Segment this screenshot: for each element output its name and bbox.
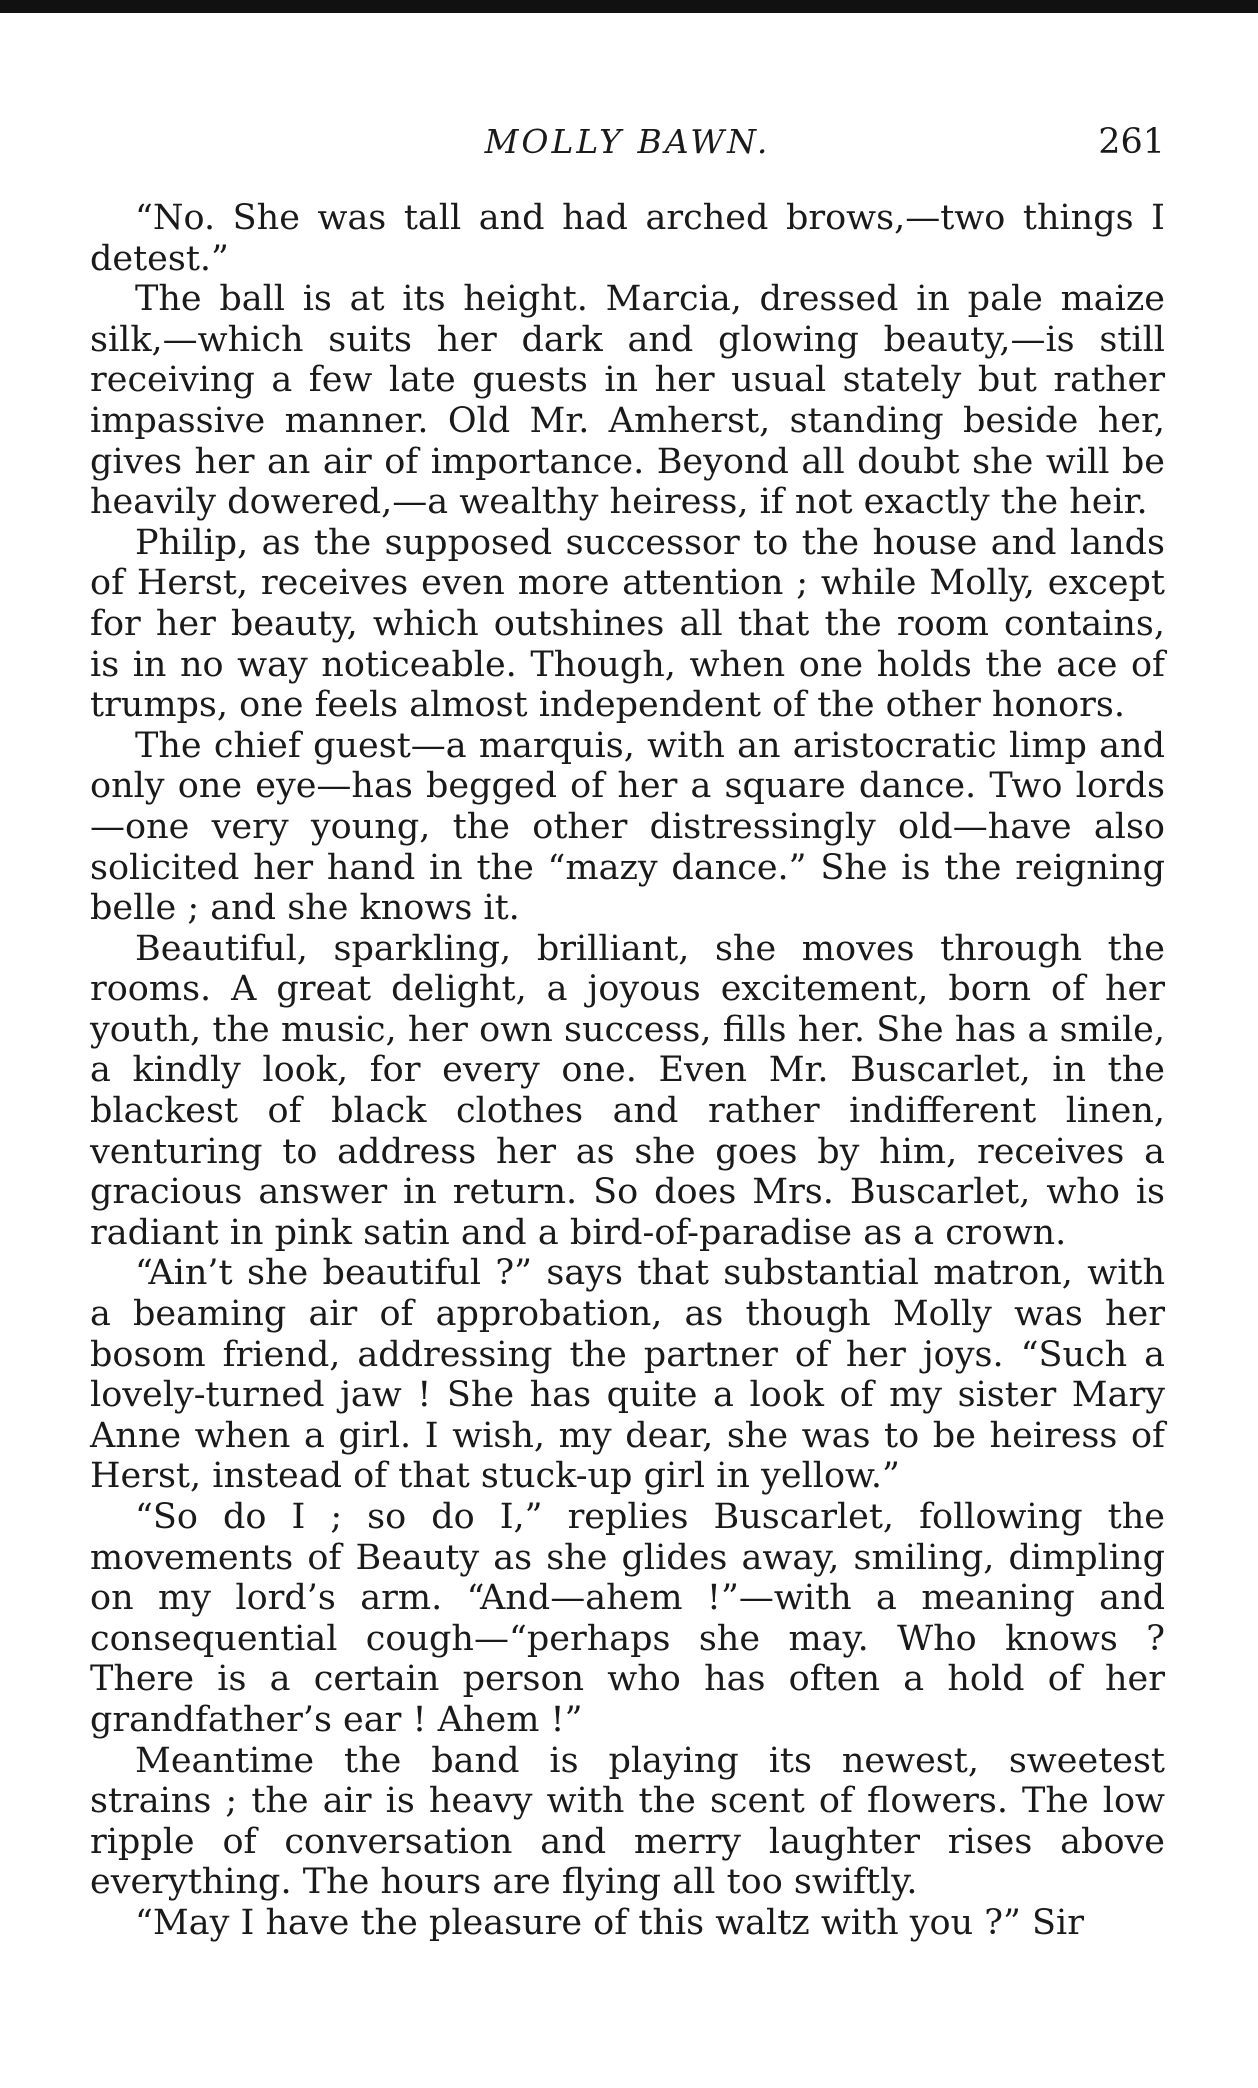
paragraph: Philip, as the supposed successor to the house and lands of Herst, receives even more attention ; while Molly, except for her beauty, which outshines all that the room contains, is in no way noticeable. Though, when one holds the ace of trumps, one feels almost independent of the other honors. — [90, 522, 1165, 726]
paragraph: Beautiful, sparkling, brilliant, she moves through the rooms. A great delight, a joyous excitement, born of her youth, the music, her own success, fills her. She has a smile, a kindly look, for every one. Even Mr. Buscarlet, in the blackest of black clothes and rather indifferent linen, venturing to address her as she goes by him, receives a gracious answer in return. So does Mrs. Buscarlet, who is radiant in pink satin and a bird-of-paradise as a crown. — [90, 928, 1165, 1253]
paragraph: “So do I ; so do I,” replies Buscarlet, following the movements of Beauty as she glides away, smiling, dimpling on my lord’s arm. “And—ahem !”—with a meaning and consequential cough—“perhaps she may. Who knows ? There is a certain person who has often a hold of her grandfather’s ear ! Ahem !” — [90, 1497, 1165, 1740]
paragraph: Meantime the band is playing its newest, sweetest strains ; the air is heavy with the scent of flowers. The low ripple of conversation and merry laughter rises above everything. The hours are flying all too swiftly. — [90, 1740, 1165, 1903]
paragraph: The chief guest—a marquis, with an aristocratic limp and only one eye—has begged of her a square dance. Two lords—one very young, the other distressingly old—have also solicited her hand in the “mazy dance.” She is the reigning belle ; and she knows it. — [90, 725, 1165, 929]
page-number: 261 — [1098, 122, 1165, 162]
running-title: MOLLY BAWN. — [484, 122, 771, 161]
paragraph: “Ain’t she beautiful ?” says that substantial matron, with a beaming air of approbation, as though Molly was her bosom friend, addressing the partner of her joys. “Such a lovely-turned jaw ! She has quite a look of my sister Mary Anne when a girl. I wish, my dear, she was to be heiress of Herst, instead of that stuck-up girl in yellow.” — [90, 1253, 1165, 1497]
paragraph: The ball is at its height. Marcia, dressed in pale maize silk,—which suits her dark and glowing beauty,—is still receiving a few late guests in her usual stately but rather impassive manner. Old Mr. Amherst, standing beside her, gives her an air of importance. Beyond all doubt she will be heavily dowered,—a wealthy heiress, if not exactly the heir. — [90, 279, 1165, 523]
top-border-rule — [0, 0, 1258, 13]
body-text — [90, 198, 1165, 1944]
paragraph: “May I have the pleasure of this waltz with you ?” Sir — [135, 1902, 1084, 1943]
paragraph: “No. She was tall and had arched brows,—two things I detest.” — [90, 198, 1165, 279]
running-head — [90, 122, 1165, 168]
